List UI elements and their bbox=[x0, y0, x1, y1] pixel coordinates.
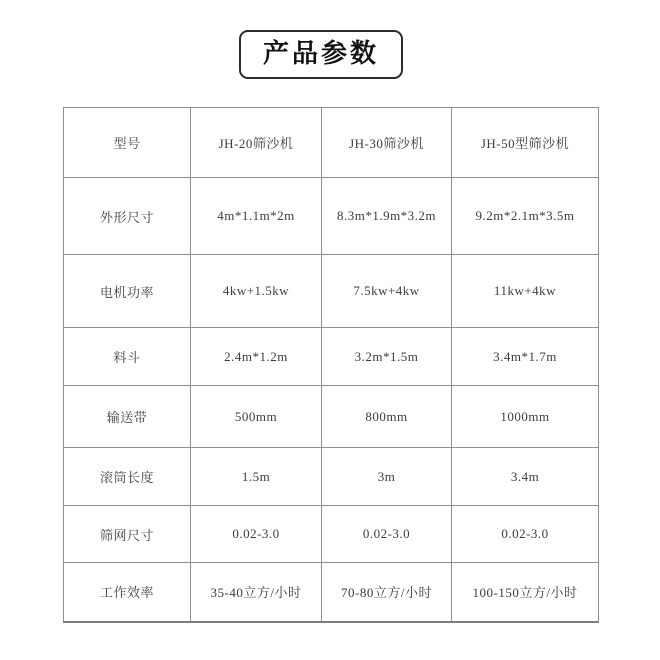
table-row-screen-size bbox=[64, 506, 599, 563]
spec-label-cell: 输送带 bbox=[64, 386, 191, 448]
spec-value-cell: 8.3m*1.9m*3.2m bbox=[322, 178, 452, 255]
spec-value-cell: 3.2m*1.5m bbox=[322, 328, 452, 386]
spec-value-cell: 100-150立方/小时 bbox=[452, 563, 599, 622]
spec-value-cell: 3m bbox=[322, 448, 452, 506]
header-cell-jh50: JH-50型筛沙机 bbox=[452, 108, 599, 178]
table-row-hopper bbox=[64, 328, 599, 386]
spec-value-cell: 2.4m*1.2m bbox=[191, 328, 322, 386]
spec-label-cell: 筛网尺寸 bbox=[64, 506, 191, 563]
spec-value-cell: 4m*1.1m*2m bbox=[191, 178, 322, 255]
spec-label-cell: 电机功率 bbox=[64, 255, 191, 328]
table-row-conveyor-belt bbox=[64, 386, 599, 448]
spec-value-cell: 3.4m bbox=[452, 448, 599, 506]
spec-value-cell: 0.02-3.0 bbox=[322, 506, 452, 563]
spec-value-cell: 35-40立方/小时 bbox=[191, 563, 322, 622]
spec-label-cell: 滚筒长度 bbox=[64, 448, 191, 506]
spec-label-cell: 外形尺寸 bbox=[64, 178, 191, 255]
spec-value-cell: 0.02-3.0 bbox=[191, 506, 322, 563]
table-row-motor-power bbox=[64, 255, 599, 328]
table-row-drum-length bbox=[64, 448, 599, 506]
spec-value-cell: 800mm bbox=[322, 386, 452, 448]
spec-value-cell: 500mm bbox=[191, 386, 322, 448]
spec-label-cell: 工作效率 bbox=[64, 563, 191, 622]
table-row-work-efficiency bbox=[64, 563, 599, 622]
header-cell-model: 型号 bbox=[64, 108, 191, 178]
header-cell-jh30: JH-30筛沙机 bbox=[322, 108, 452, 178]
spec-value-cell: 1000mm bbox=[452, 386, 599, 448]
spec-value-cell: 0.02-3.0 bbox=[452, 506, 599, 563]
spec-value-cell: 11kw+4kw bbox=[452, 255, 599, 328]
spec-value-cell: 4kw+1.5kw bbox=[191, 255, 322, 328]
spec-value-cell: 7.5kw+4kw bbox=[322, 255, 452, 328]
spec-label-cell: 料斗 bbox=[64, 328, 191, 386]
table-header-row bbox=[64, 108, 599, 178]
spec-value-cell: 1.5m bbox=[191, 448, 322, 506]
spec-value-cell: 70-80立方/小时 bbox=[322, 563, 452, 622]
table-row-dimensions bbox=[64, 178, 599, 255]
spec-value-cell: 9.2m*2.1m*3.5m bbox=[452, 178, 599, 255]
page-title-box bbox=[239, 30, 403, 79]
page-title: 产品参数 bbox=[262, 38, 380, 68]
header-cell-jh20: JH-20筛沙机 bbox=[191, 108, 322, 178]
spec-value-cell: 3.4m*1.7m bbox=[452, 328, 599, 386]
spec-table bbox=[63, 107, 599, 623]
